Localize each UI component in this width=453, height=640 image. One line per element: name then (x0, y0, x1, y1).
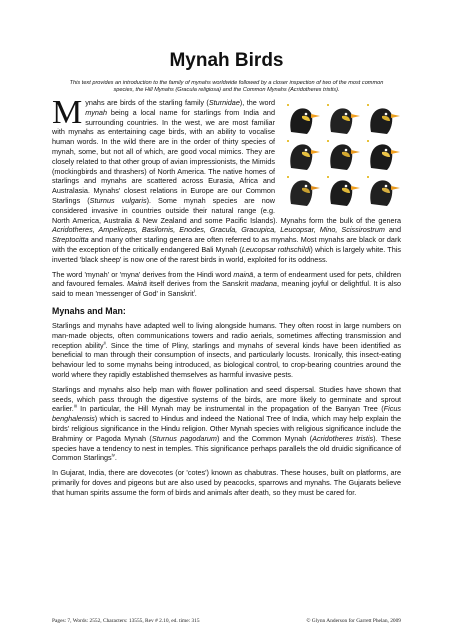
footnote-ref[interactable]: iv (111, 452, 115, 458)
footer-stats: Pages: 7, Words: 2552, Characters: 13555, Rev # 2.10, ed. time: 315 (52, 618, 200, 624)
mynah-heads-illustration (281, 100, 401, 210)
mynah-head-drawing (327, 140, 360, 170)
paragraph-5: In Gujarat, India, there are dovecotes (or 'cotes') known as chabutras. These houses, built on platforms, are primarily for doves and pigeons but are also used by peacocks, sparrows and mynahs. The Gujarats believe that human spirits assume the form of birds and animals after death, so they must be cared for. (52, 468, 401, 497)
mynah-head-drawing (367, 140, 400, 170)
drop-cap: M (52, 94, 83, 131)
body-text (52, 94, 402, 502)
footnote-ref[interactable]: ii (103, 340, 106, 346)
footer-copyright: © Glynn Anderson for Garrett Phelan, 2009 (306, 618, 401, 624)
intro-text: This text provides an introduction to the family of mynahs worldwide followed by a closer inspection of two of the most common species, the Hill Mynahs (Gracula religiosa) and the Common Mynahs (Acridotheres tristis). (69, 80, 384, 94)
page-title: Mynah Birds (169, 50, 284, 71)
paragraph-2: The word 'mynah' or 'myna' derives from the Hindi word mainā, a term of endearment used for pets, children and favoured females. Mainā itself derives from the Sanskrit madana, meaning joyful or delightful. It is also said to mean 'messenger of God' in Sanskrit$^i$. (52, 269, 401, 299)
paragraph-4: Starlings and mynahs also help man with flower pollination and seed dispersal. Studies have shown that seeds, which pass through the digestive systems of the birds, are more likely to germinate and sprout earlier.$^{iii}$ In particular, the Hill Mynah may be instrumental in the propagation of the Banyan Tree (Ficus benghalensis) which is sacred to Hindus and indeed the National Tree of India, which may help explain the birds' religious significance in the Hindu religion. Other Mynah species with religious significance include the Brahminy or Pagoda Mynah (Sturnus pagodarum) and the Common Mynah (Acridotheres tristis). These species have a tendency to nest in temples. This significance perhaps parallels the old druidic significance of Common Starlings$^{iv}$. (52, 384, 402, 463)
mynah-head-drawing (367, 176, 400, 206)
mynah-head-drawing (367, 104, 400, 134)
section-heading: Mynahs and Man: (52, 305, 126, 316)
footnote-ref[interactable]: iii (73, 403, 77, 409)
mynah-head-drawing (287, 176, 320, 206)
page-footer (52, 618, 401, 624)
mynah-head-drawing (327, 176, 360, 206)
paragraph-3: Starlings and mynahs have adapted well to living alongside humans. They often roost in large numbers on man-made objects, often communications towers and radio aerials, sometimes affecting transmission and reception ability$^{ii}$. Since the time of Pliny, starlings and mynahs of several kinds have been identified as beneficial to man through their consumption of insects, and particularly locusts. Ironically, this insect-eating behaviour led to some mynahs being introduced, as biological control, to crop-bearing countries around the world where they rapidly established themselves as harmful invasive pests. (52, 320, 401, 379)
mynah-head-drawing (287, 140, 320, 170)
mynah-head-drawing (287, 104, 320, 134)
mynah-head-drawing (327, 104, 360, 134)
mynah-heads-figure (281, 100, 401, 210)
footnote-ref[interactable]: i (193, 288, 195, 294)
paragraph-1: Mynahs are birds of the starling family (Sturnidae), the word mynah being a local name for starlings from India and surrounding countries. In the west, we are most familiar with mynahs as entertaining cage birds, with an ability to vocalise human words. In the wild there are in the order of thirty species of mynah, some, but not all of which, are good vocal mimics. They are closely related to that other group of avian impressionists, the Mimids (mockingbirds and thrashers) of North America. The native homes of starlings and mynahs are scattered across Eurasia, Africa and Australasia. Mynahs' closest relations in Europe are our Common Starlings (Sturnus vulgaris). Some mynah species are now considered invasive in countries outside their natural range (e.g. North America, Australia & New Zealand and some Pacific Islands). Mynahs form the bulk of the genera Acridotheres, Ampeliceps, Basilornis, Enodes, Gracula, Gracupica, Leucopsar, Mino, Scissirostrum and Streptocitta and many other starling genera are often referred to as mynahs. Most mynahs are black or dark with the exception of the critically endangered Bali Mynah (Leucopsar rothschildi) which is largely white. This inverted 'black sheep' is now one of the rarest birds in world, exploited for its oddness. (52, 94, 401, 264)
